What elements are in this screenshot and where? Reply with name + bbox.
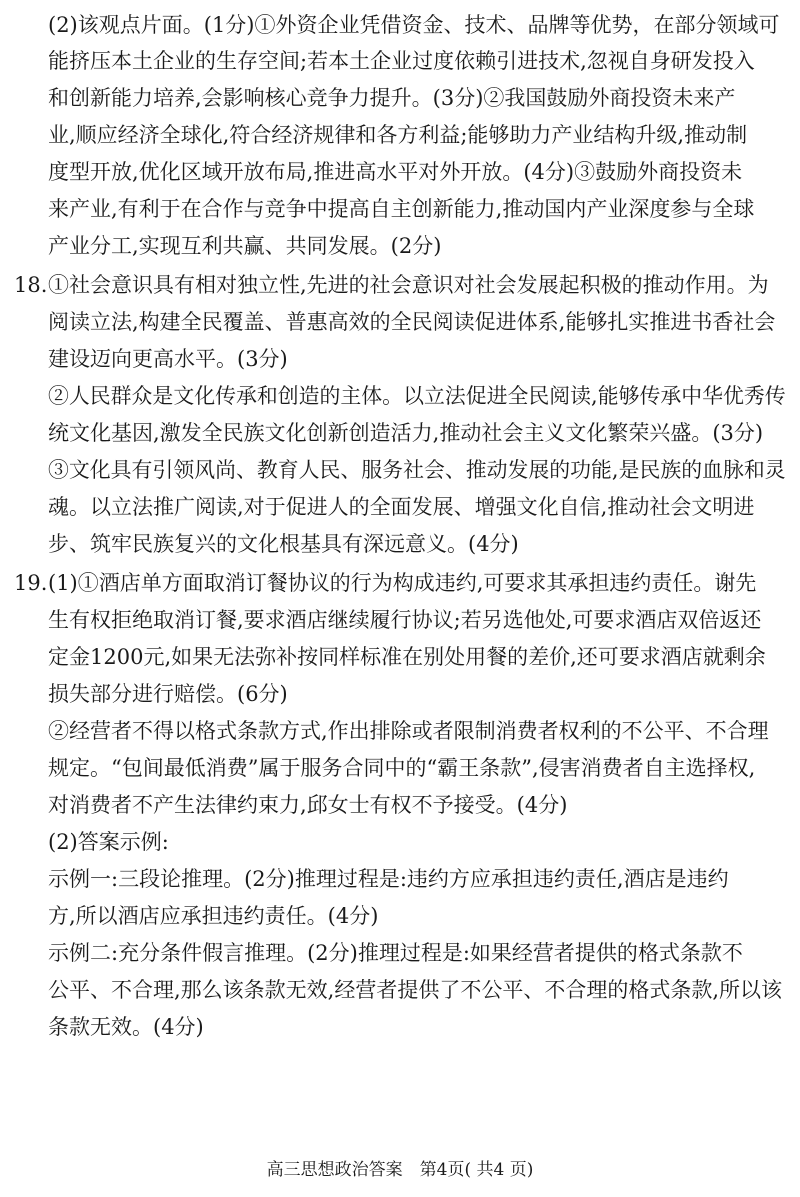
text-line: 对消费者不产生法律约束力,邱女士有权不予接受。(4分) [48, 793, 568, 817]
text-line: 生有权拒绝取消订餐,要求酒店继续履行协议;若另选他处,可要求酒店双倍返还 [48, 608, 762, 632]
text-line: 阅读立法,构建全民覆盖、普惠高效的全民阅读促进体系,能够扎实推进书香社会 [48, 310, 776, 334]
text-line: ③文化具有引领风尚、教育人民、服务社会、推动发展的功能,是民族的血脉和灵 [48, 458, 786, 482]
text-line: ①社会意识具有相对独立性,先进的社会意识对社会发展起积极的推动作用。为 [48, 273, 769, 297]
text-line: 示例一:三段论推理。(2分)推理过程是:违约方应承担违约责任,酒店是违约 [48, 867, 729, 891]
text-line: ②经营者不得以格式条款方式,作出排除或者限制消费者权利的不公平、不合理 [48, 719, 769, 743]
text-line: 和创新能力培养,会影响核心竞争力提升。(3分)②我国鼓励外商投资未来产 [48, 86, 736, 110]
page-footer: 高三思想政治答案 第4页( 共4 页) [266, 1160, 534, 1180]
text-line: 方,所以酒店应承担违约责任。(4分) [48, 904, 379, 928]
text-line: 统文化基因,激发全民族文化创新创造活力,推动社会主义文化繁荣兴盛。(3分) [48, 421, 764, 445]
question-number: 19. [14, 571, 48, 595]
text-line: 规定。“包间最低消费”属于服务合同中的“霸王条款”,侵害消费者自主选择权, [48, 756, 756, 780]
text-line: 产业分工,实现互利共赢、共同发展。(2分) [48, 234, 442, 258]
text-line: 公平、不合理,那么该条款无效,经营者提供了不公平、不合理的格式条款,所以该 [48, 978, 783, 1002]
question-number: 18. [14, 273, 48, 297]
text-line: (2)答案示例: [48, 830, 169, 854]
text-line: 条款无效。(4分) [48, 1015, 204, 1039]
text-line: 度型开放,优化区域开放布局,推进高水平对外开放。(4分)③鼓励外商投资未 [48, 160, 743, 184]
text-line: 损失部分进行赔偿。(6分) [48, 682, 288, 706]
text-line: (2)该观点片面。(1分)①外资企业凭借资金、技术、品牌等优势，在部分领域可 [48, 13, 780, 37]
text-line: 建设迈向更高水平。(3分) [48, 347, 288, 371]
text-line: 定金1200元,如果无法弥补按同样标准在别处用餐的差价,还可要求酒店就剩余 [48, 645, 766, 669]
text-line: 魂。以立法推广阅读,对于促进人的全面发展、增强文化自信,推动社会文明进 [48, 495, 755, 519]
text-line: 步、筑牢民族复兴的文化根基具有深远意义。(4分) [48, 532, 519, 556]
text-line: 业,顺应经济全球化,符合经济规律和各方利益;能够助力产业结构升级,推动制 [48, 123, 748, 147]
text-line: 能挤压本土企业的生存空间;若本土企业过度依赖引进技术,忽视自身研发投入 [48, 49, 755, 73]
text-line: (1)①酒店单方面取消订餐协议的行为构成违约,可要求其承担违约责任。谢先 [48, 571, 757, 595]
text-line: ②人民群众是文化传承和创造的主体。以立法促进全民阅读,能够传承中华优秀传 [48, 384, 786, 408]
text-line: 示例二:充分条件假言推理。(2分)推理过程是:如果经营者提供的格式条款不 [48, 941, 743, 965]
text-line: 来产业,有利于在合作与竞争中提高自主创新能力,推动国内产业深度参与全球 [48, 197, 755, 221]
